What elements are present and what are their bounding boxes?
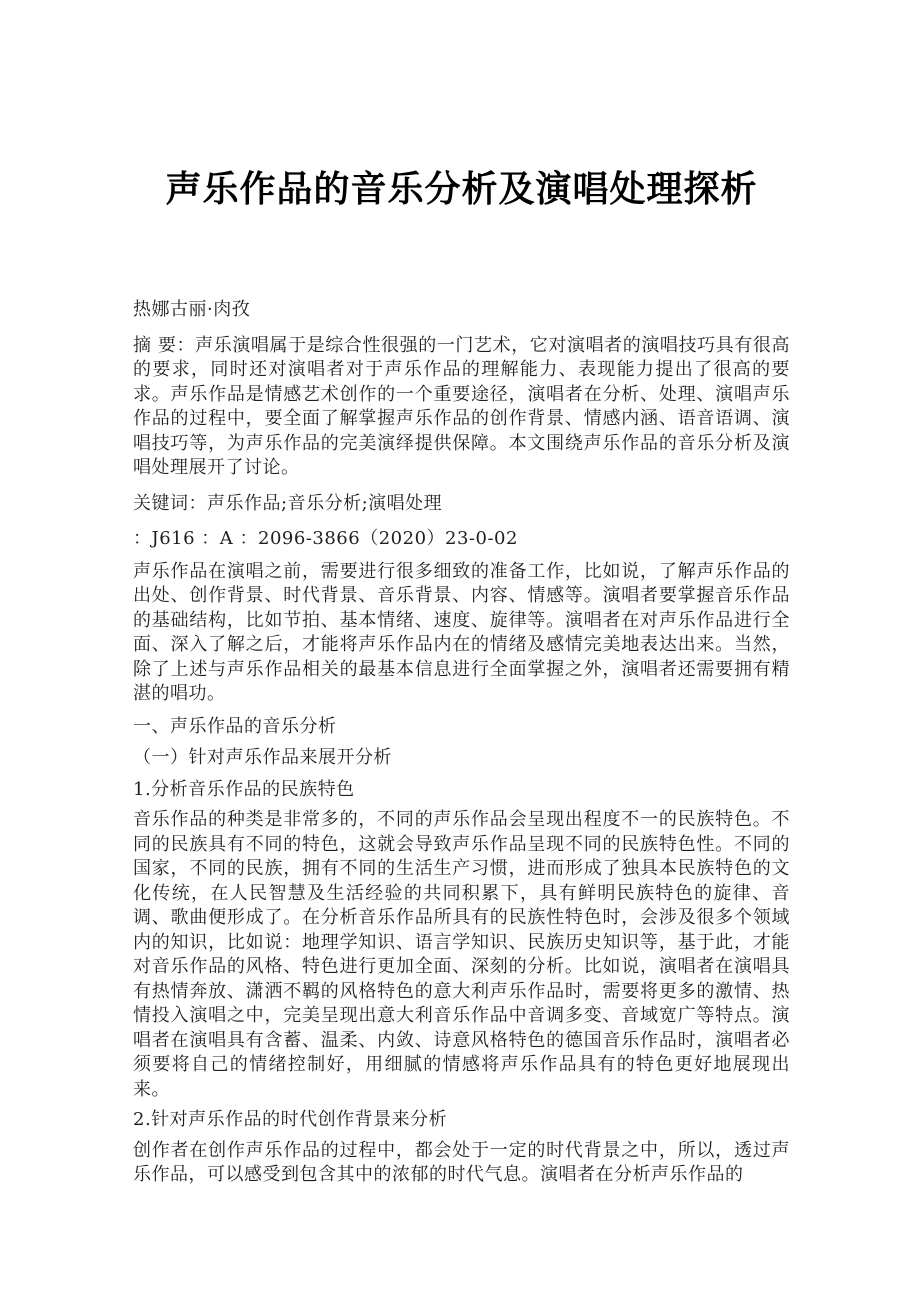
point-1-paragraph: 音乐作品的种类是非常多的，不同的声乐作品会呈现出程度不一的民族特色。不同的民族具有不同的特色，这就会导致声乐作品呈现不同的民族特色性。不同的国家，不同的民族，拥有不同的生活生产习惯，进而形成了独具本民族特色的文化传统，在人民智慧及生活经验的共同积累下，具有鲜明民族特色的旋律、音调、歌曲便形成了。在分析音乐作品所具有的民族性特色时，会涉及很多个领域内的知识，比如说：地理学知识、语言学知识、民族历史知识等，基于此，才能对音乐作品的风格、特色进行更加全面、深刻的分析。比如说，演唱者在演唱具有热情奔放、潇洒不羁的风格特色的意大利声乐作品时，需要将更多的激情、热情投入演唱之中，完美呈现出意大利音乐作品中音调多变、音域宽广等特点。演唱者在演唱具有含蓄、温柔、内敛、诗意风格特色的德国音乐作品时，演唱者必须要将自己的情绪控制好，用细腻的情感将声乐作品具有的特色更好地展现出来。: [133, 809, 790, 1100]
point-1-heading: 1.分析音乐作品的民族特色: [133, 778, 355, 800]
keywords-line: 关键词：声乐作品;音乐分析;演唱处理: [133, 492, 443, 514]
abstract-paragraph: 摘 要：声乐演唱属于是综合性很强的一门艺术，它对演唱者的演唱技巧具有很高的要求，同时还对演唱者对于声乐作品的理解能力、表现能力提出了很高的要求。声乐作品是情感艺术创作的一个重要途径，演唱者在分析、处理、演唱声乐作品的过程中，要全面了解掌握声乐作品的创作背景、情感内涵、语音语调、演唱技巧等，为声乐作品的完美演绎提供保障。本文围绕声乐作品的音乐分析及演唱处理展开了讨论。: [133, 334, 790, 478]
intro-paragraph: 声乐作品在演唱之前，需要进行很多细致的准备工作，比如说，了解声乐作品的出处、创作背景、时代背景、音乐背景、内容、情感等。演唱者要掌握音乐作品的基础结构，比如节拍、基本情绪、速度、旋律等。演唱者在对声乐作品进行全面、深入了解之后，才能将声乐作品内在的情绪及感情完美地表达出来。当然，除了上述与声乐作品相关的最基本信息进行全面掌握之外，演唱者还需要拥有精湛的唱功。: [133, 560, 790, 704]
author-line: 热娜古丽·肉孜: [133, 299, 251, 320]
section-1-heading: 一、声乐作品的音乐分析: [133, 715, 337, 737]
classification-line: ：J616 ：A ：2096-3866（2020）23-0-02: [133, 528, 518, 549]
point-2-heading: 2.针对声乐作品的时代创作背景来分析: [133, 1109, 448, 1130]
document-title: 声乐作品的音乐分析及演唱处理探析: [165, 168, 758, 210]
subsection-1-heading: （一）针对声乐作品来展开分析: [133, 747, 392, 768]
point-2-paragraph: 创作者在创作声乐作品的过程中，都会处于一定的时代背景之中，所以，透过声乐作品，可以感受到包含其中的浓郁的时代气息。演唱者在分析声乐作品的: [133, 1139, 790, 1185]
